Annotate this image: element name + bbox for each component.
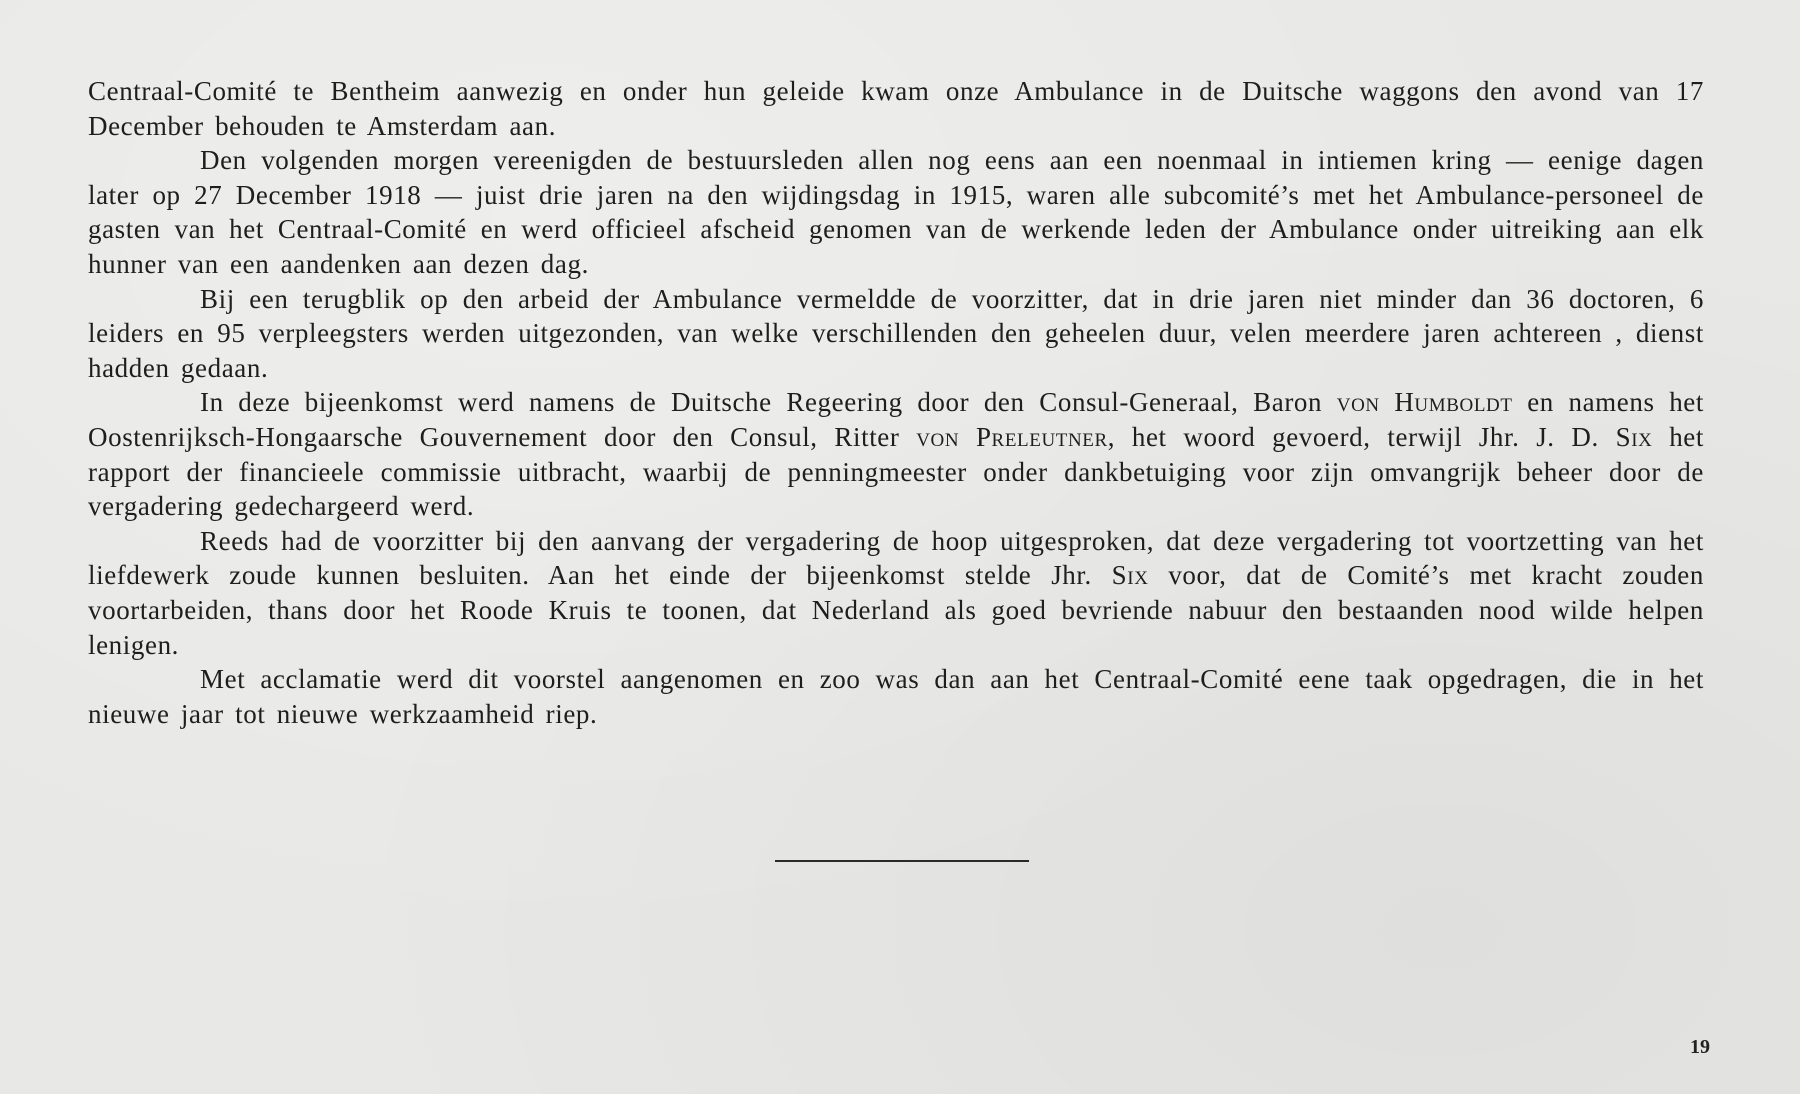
paragraph-6: [88, 662, 1704, 731]
name-smallcaps: Six: [1111, 560, 1149, 591]
text-run: Centraal-Comité te Bentheim aanwezig en onder hun geleide kwam onze Ambulance in de Duitsche waggons den avond van 17 December behouden te Amsterdam aan.: [88, 76, 1704, 141]
body-text: [88, 74, 1704, 731]
text-run: In deze bijeenkomst werd namens de Duitsche Regeering door den Consul-Generaal, Baron: [200, 387, 1337, 418]
text-run: Den volgenden morgen vereenigden de bestuursleden allen nog eens aan een noenmaal in intiemen kring — eenige dagen later op 27 December 1918 — juist drie jaren na den wijdingsdag in 1915, waren alle subcomité’s met het Ambulance-personeel de gasten van het Centraal-Comité en werd officieel afscheid genomen van de werkende leden der Ambulance onder uitreiking aan elk hunner van een aandenken aan dezen dag.: [88, 145, 1704, 279]
text-run: Reeds had de voorzitter bij den aanvang der vergadering de hoop uitgesproken, dat deze vergadering tot voortzetting van het liefdewerk zoude kunnen besluiten. Aan het einde der bijeenkomst stelde Jhr.: [88, 525, 1704, 591]
text-run: Met acclamatie werd dit voorstel aangenomen en zoo was dan aan het Centraal-Comité eene taak opgedragen, die in het nieuwe jaar tot nieuwe werkzaamheid riep.: [88, 664, 1704, 729]
text-run: Bij een terugblik op den arbeid der Ambulance vermeldde de voorzitter, dat in drie jaren niet minder dan 36 doctoren, 6 leiders en 95 verpleegsters werden uitgezonden, van welke verschillenden den geheelen duur, velen meerdere jaren achtereen , dienst hadden gedaan.: [88, 283, 1704, 383]
text-run: voor, dat de Comité’s met kracht zouden voortarbeiden, thans door het Roode Kruis te toonen, dat Nederland als goed bevriende nabuur den bestaanden nood wilde helpen lenigen.: [88, 560, 1704, 660]
text-run: en namens het Oostenrijksch-Hongaarsche Gouvernement door den Consul, Ritter: [88, 387, 1704, 452]
paragraph-1: [88, 74, 1704, 143]
paragraph-5: [88, 524, 1704, 662]
text-run: het rapport der financieele commissie uitbracht, waarbij de penningmeester onder dankbetuiging voor zijn omvangrijk beheer door de vergadering gedechargeerd werd.: [88, 421, 1704, 522]
name-smallcaps: von Preleutner: [916, 421, 1108, 452]
name-smallcaps: Six: [1615, 421, 1653, 452]
page-number: 19: [1690, 1036, 1710, 1058]
text-run: , het woord gevoerd, terwijl Jhr. J. D.: [1107, 421, 1616, 452]
name-smallcaps: von Humboldt: [1336, 387, 1513, 418]
paragraph-3: [88, 282, 1704, 386]
section-end-rule: [775, 860, 1029, 862]
paragraph-2: [88, 143, 1704, 281]
paragraph-4: [88, 385, 1704, 523]
